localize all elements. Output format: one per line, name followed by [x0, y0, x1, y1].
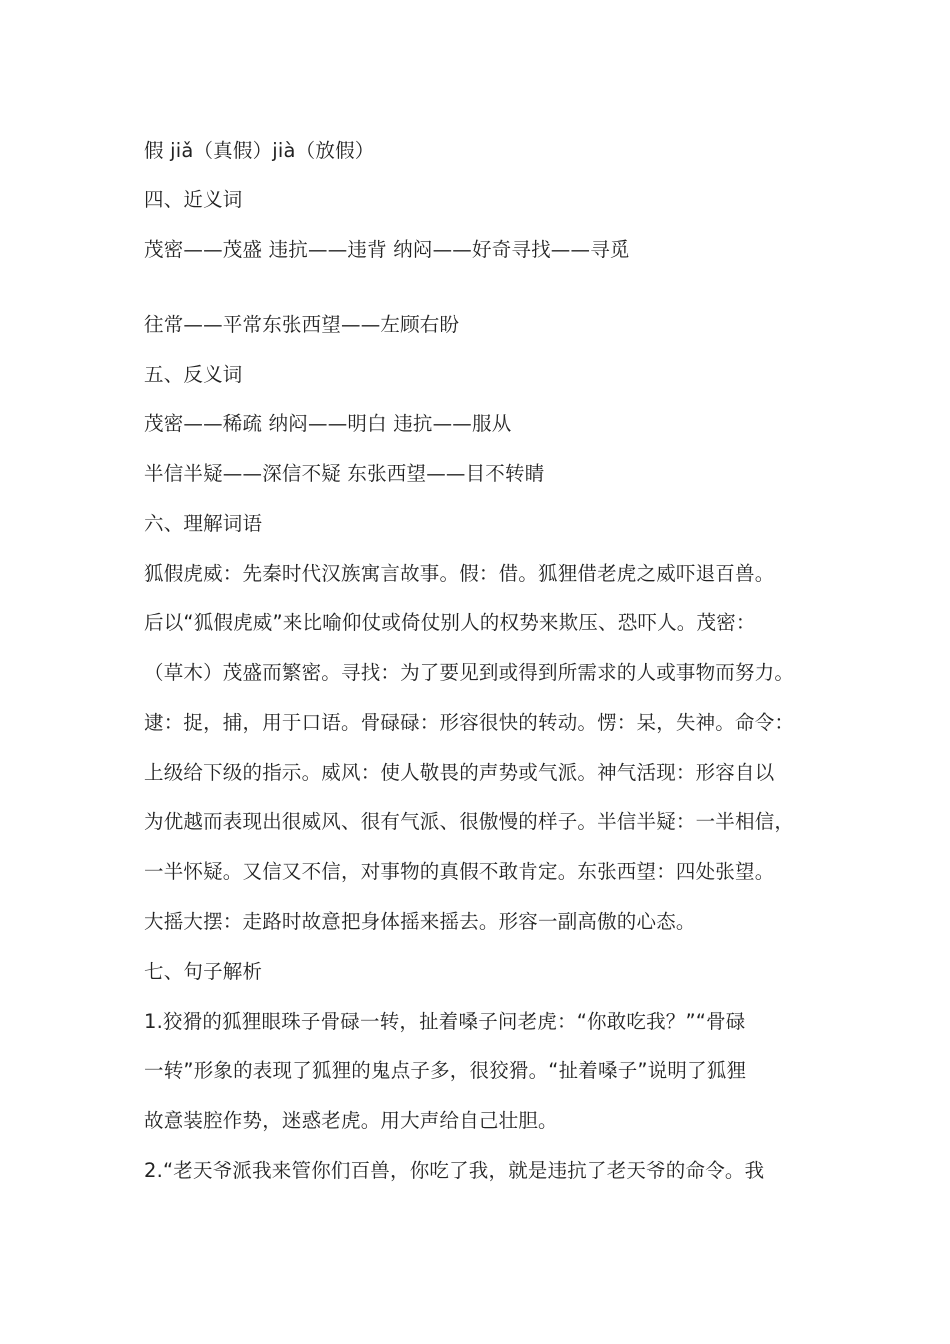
word-meanings-line-2: 后以“狐假虎威”来比喻仰仗或倚仗别人的权势来欺压、恐吓人。茂密： — [144, 611, 756, 634]
word-meanings-line-8: 大摇大摆：走路时故意把身体摇来摇去。形容一副高傲的心态。 — [144, 910, 696, 933]
synonyms-line-2: 往常——平常东张西望——左顾右盼 — [144, 313, 460, 336]
text-line-polyphone-jia: 假 jiǎ（真假）jià（放假） — [144, 139, 375, 162]
word-meanings-line-5: 上级给下级的指示。威风：使人敬畏的声势或气派。神气活现：形容自以 — [144, 761, 775, 784]
word-meanings-line-4: 逮：捉，捕，用于口语。骨碌碌：形容很快的转动。愣：呆，失神。命令： — [144, 711, 795, 734]
section-heading-synonyms: 四、近义词 — [144, 188, 243, 211]
sentence-analysis-line-4: 2.“老天爷派我来管你们百兽，你吃了我，就是违抗了老天爷的命令。我 — [144, 1159, 765, 1182]
sentence-analysis-line-2: 一转”形象的表现了狐狸的鬼点子多，很狡猾。“扯着嗓子”说明了狐狸 — [144, 1059, 747, 1082]
sentence-analysis-line-1: 1.狡猾的狐狸眼珠子骨碌一转，扯着嗓子问老虎：“你敢吃我？”“骨碌 — [144, 1010, 746, 1033]
section-heading-sentence-analysis: 七、句子解析 — [144, 960, 263, 983]
section-heading-antonyms: 五、反义词 — [144, 363, 243, 386]
antonyms-line-1: 茂密——稀疏 纳闷——明白 违抗——服从 — [144, 412, 512, 435]
synonyms-line-1: 茂密——茂盛 违抗——违背 纳闷——好奇寻找——寻觅 — [144, 238, 630, 261]
sentence-analysis-line-3: 故意装腔作势，迷惑老虎。用大声给自己壮胆。 — [144, 1109, 558, 1132]
word-meanings-line-7: 一半怀疑。又信又不信，对事物的真假不敢肯定。东张西望：四处张望。 — [144, 860, 775, 883]
word-meanings-line-1: 狐假虎威：先秦时代汉族寓言故事。假：借。狐狸借老虎之威吓退百兽。 — [144, 562, 775, 585]
section-heading-word-meanings: 六、理解词语 — [144, 512, 263, 535]
word-meanings-line-3: （草木）茂盛而繁密。寻找：为了要见到或得到所需求的人或事物而努力。 — [144, 661, 795, 684]
antonyms-line-2: 半信半疑——深信不疑 东张西望——目不转睛 — [144, 462, 545, 485]
word-meanings-line-6: 为优越而表现出很威风、很有气派、很傲慢的样子。半信半疑：一半相信， — [144, 810, 795, 833]
